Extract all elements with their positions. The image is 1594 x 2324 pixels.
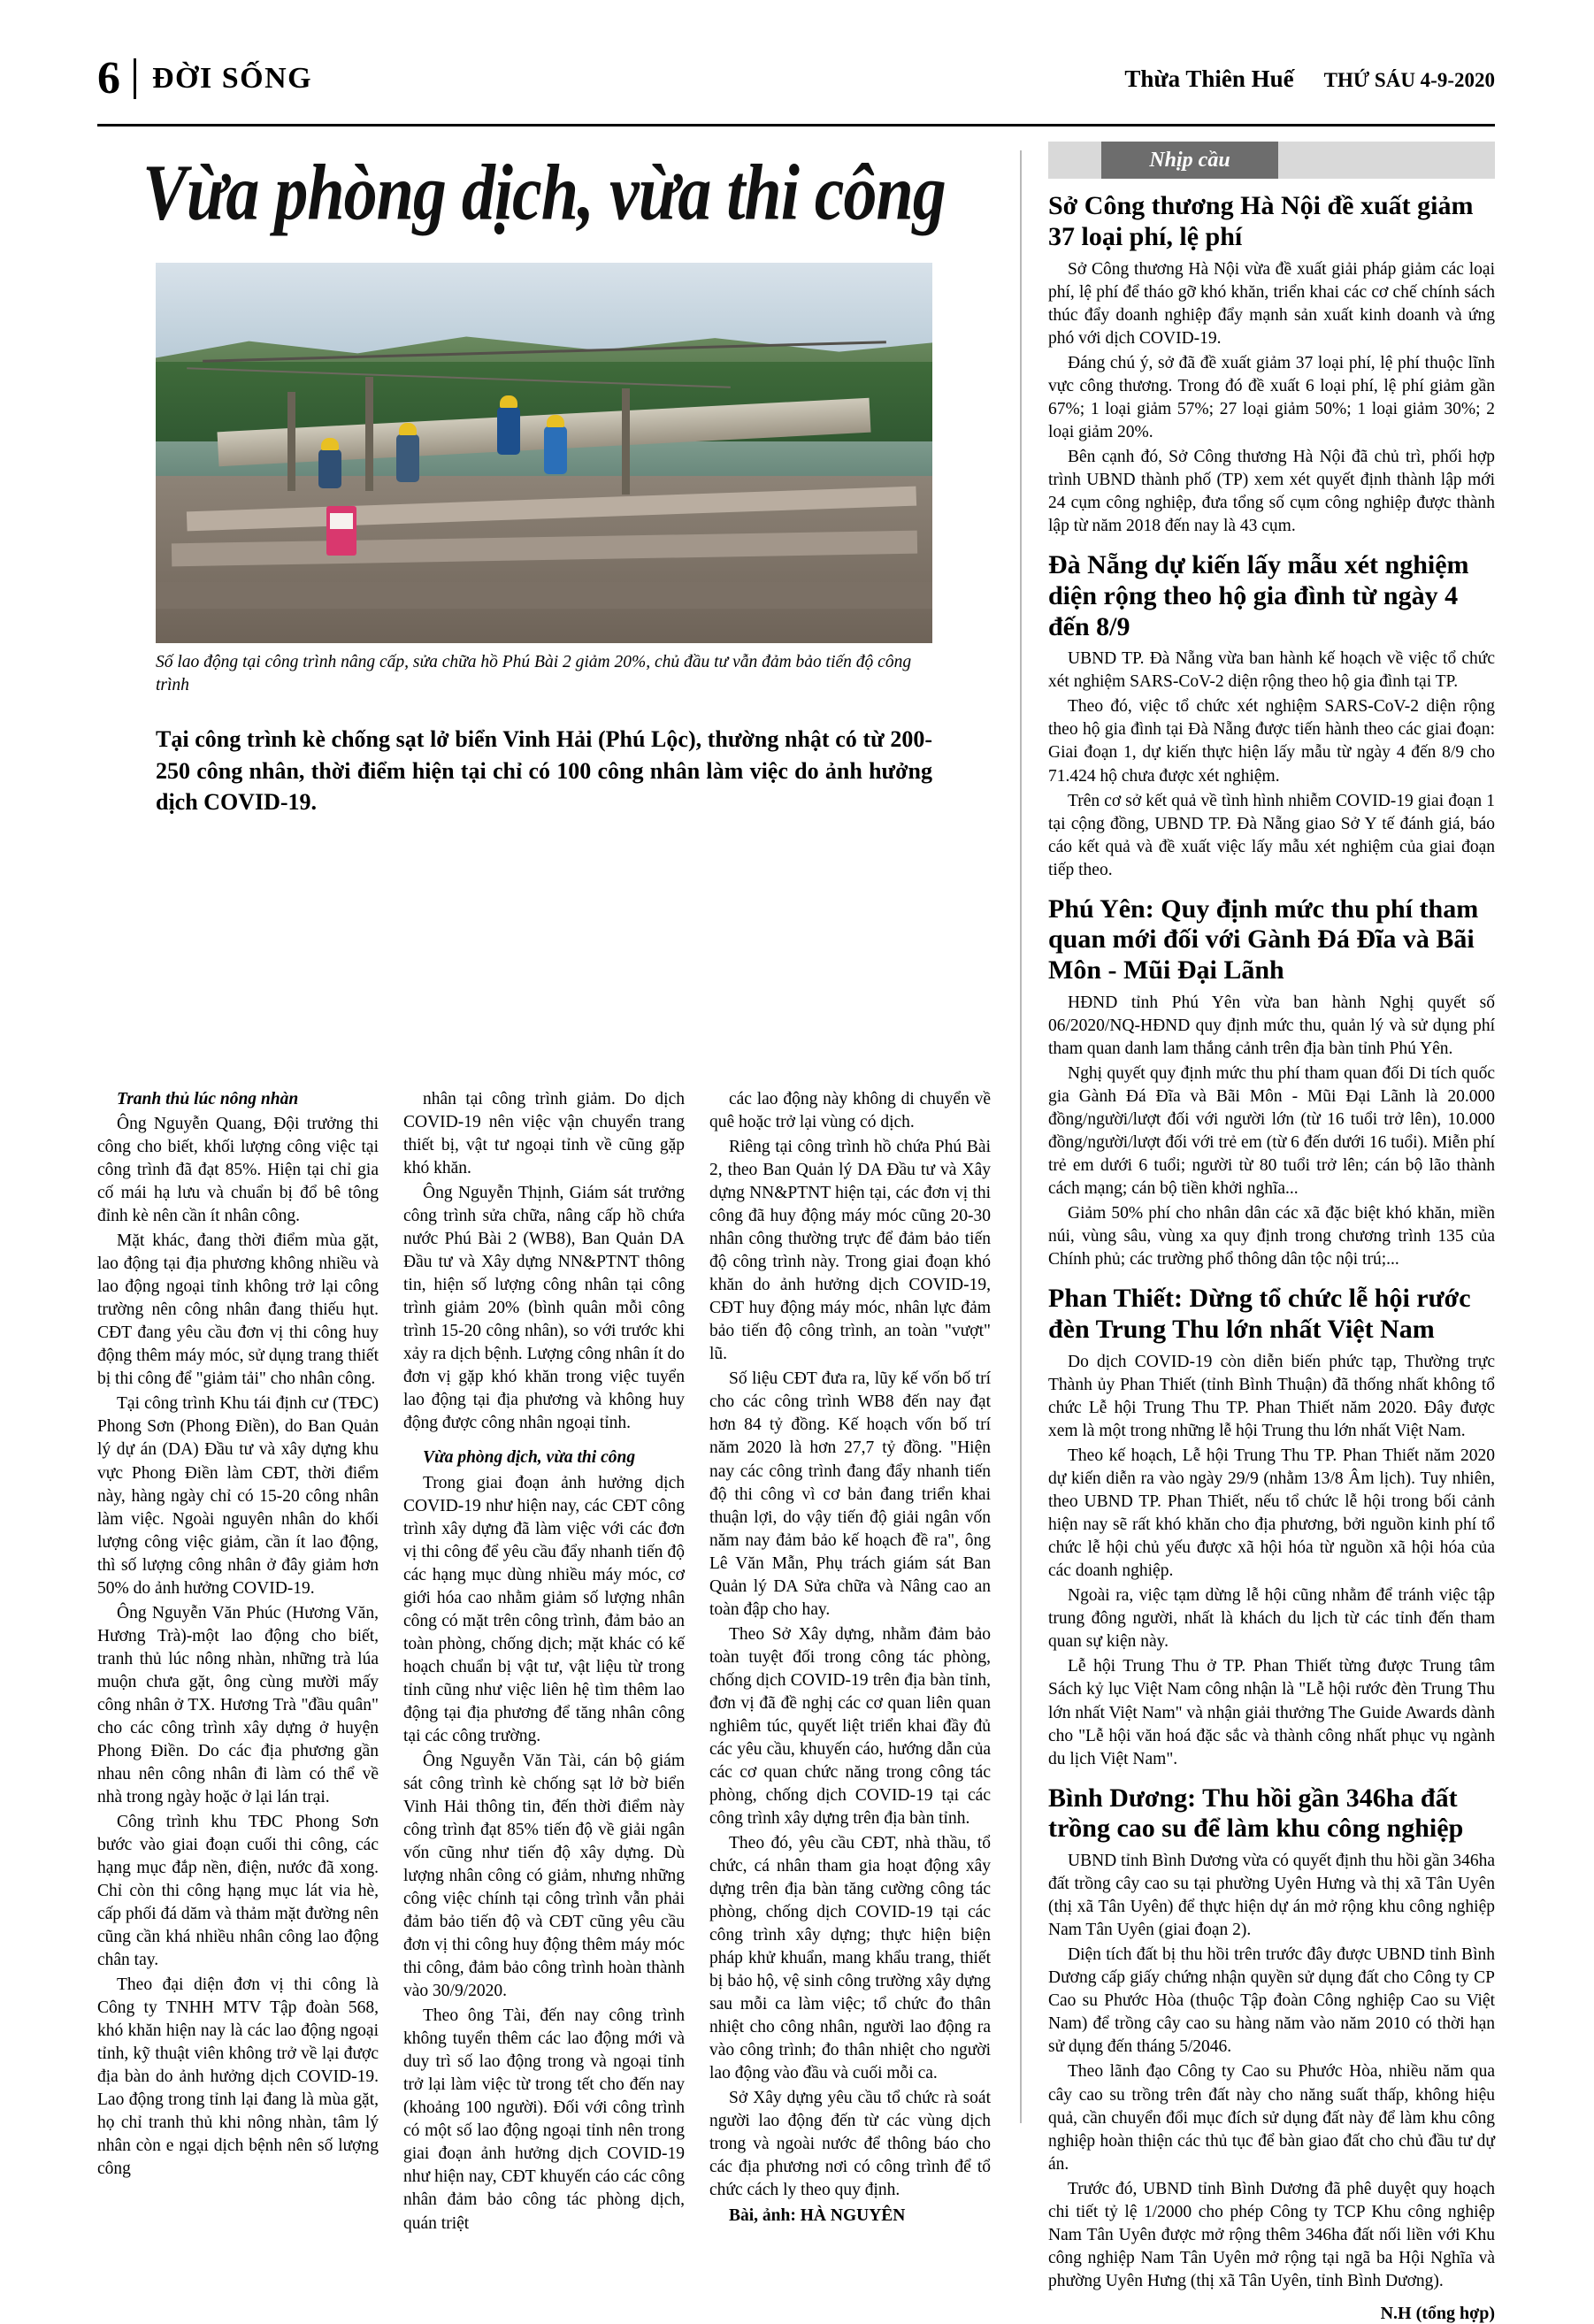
paragraph: Theo đó, việc tổ chức xét nghiệm SARS-CoV-2 diện rộng theo hộ gia đình tại Đà Nẵng được tiến hành theo các giai đoạn: Giai đoạn 1, dự kiến thực hiện lấy mẫu từ ngày 4 đến 8/9 cho 71.424 hộ chưa được xét nghiệm. [1048, 697, 1495, 786]
paragraph: Ông Nguyễn Quang, Đội trưởng thi công cho biết, khối lượng công việc tại công trình đã đạt 85%. Hiện tại chỉ gia cố mái hạ lưu và chuẩn bị đổ bê tông đỉnh kè nên cần ít nhân công. [97, 1115, 379, 1226]
feature-deck: Tại công trình kè chống sạt lở biển Vinh Hải (Phú Lộc), thường nhật có từ 200-250 công nhân, thời điểm hiện tại chỉ có 100 công nhân làm việc do ảnh hưởng dịch COVID-19. [156, 726, 932, 815]
paragraph: Trên cơ sở kết quả về tình hình nhiễm COVID-19 giai đoạn 1 tại cộng đồng, UBND TP. Đà Nẵng giao Sở Y tế đánh giá, báo cáo kết quả và đề xuất việc lấy mẫu xét nghiệm của giai đoạn tiếp theo. [1048, 791, 1495, 879]
sidebar-item-headline: Sở Công thương Hà Nội đề xuất giảm 37 loại phí, lệ phí [1048, 191, 1474, 251]
subhead-2: Vừa phòng dịch, vừa thi công [423, 1448, 636, 1468]
photo-worker [318, 449, 341, 488]
paragraph: Riêng tại công trình hồ chứa Phú Bài 2, theo Ban Quản lý DA Đầu tư và Xây dựng NN&PTNT hiện tại, các đơn vị thi công đã huy động máy móc cũng 20-30 nhân công thường trực để đảm bảo tiến độ công trình này. Trong giai đoạn khó khăn do ảnh hưởng dịch COVID-19, CĐT huy động máy móc, nhân lực đảm bảo tiến độ công trình, an toàn "vượt" lũ. [709, 1138, 991, 1364]
sidebar-item [1048, 894, 1495, 1272]
paragraph: Mặt khác, đang thời điểm mùa gặt, lao động tại địa phương không nhiều và lao động ngoại tỉnh không trở lại công trường nên công nhân đang thiếu hụt. CĐT đang yêu cầu đơn vị thi công huy động thêm máy móc, sử dụng trang thiết bị thi công để "giảm tải" cho nhân công. [97, 1231, 379, 1389]
paragraph: Trong giai đoạn ảnh hưởng dịch COVID-19 như hiện nay, các CĐT công trình xây dựng đã làm việc với các đơn vị thi công để yêu cầu đẩy nhanh tiến độ các hạng mục dùng nhiều máy móc, cơ giới hóa cao nhằm giảm số lượng nhân công có mặt trên công trình, đảm bảo an toàn phòng, chống dịch; mặt khác có kế hoạch chuẩn bị vật tư, vật liệu từ trong tỉnh cũng như việc liên hệ tìm thêm lao động tại địa phương để tăng nhân công tại các công trường. [403, 1473, 685, 1745]
feature-photo-block [156, 263, 932, 697]
masthead-divider [134, 58, 136, 99]
section-title: ĐỜI SỐNG [152, 62, 313, 95]
photo-caption: Số lao động tại công trình nâng cấp, sửa chữa hồ Phú Bài 2 giảm 20%, chủ đầu tư vẫn đảm bảo tiến độ công trình [156, 653, 912, 695]
sidebar-banner [1048, 142, 1495, 179]
photo-worker [497, 407, 520, 455]
paragraph: Theo kế hoạch, Lễ hội Trung Thu TP. Phan Thiết năm 2020 dự kiến diễn ra vào ngày 29/9 (nhằm 13/8 Âm lịch). Tuy nhiên, theo UBND TP. Phan Thiết, nếu tổ chức lễ hội trong bối cảnh hiện nay sẽ rất khó khăn cho địa phương, bởi nguồn kinh phí tổ chức lễ hội chủ yếu được xã hội hóa từ nguồn xã hội hóa của các doanh nghiệp. [1048, 1446, 1495, 1581]
subhead-1: Tranh thủ lúc nông nhàn [117, 1090, 299, 1108]
paragraph: nhân tại công trình giảm. Do dịch COVID-19 nên việc vận chuyển trang thiết bị, vật tư ngoại tỉnh về cũng gặp khó khăn. [403, 1090, 685, 1178]
sidebar-byline: N.H (tổng hợp) [1380, 2303, 1495, 2323]
photo-beam [156, 582, 932, 609]
photo-barrel [326, 506, 356, 556]
paragraph: Do dịch COVID-19 còn diễn biến phức tạp, Thường trực Thành ủy Phan Thiết (tỉnh Bình Thuận) đã thống nhất không tổ chức Lễ hội Trung Thu TP. Phan Thiết năm 2020. Đây được xem là một trong những lễ hội Trung thu lớn nhất Việt Nam. [1048, 1353, 1495, 1441]
sidebar-item [1048, 191, 1495, 538]
feature-byline: Bài, ảnh: HÀ NGUYÊN [729, 2205, 906, 2225]
photo-worker [396, 434, 419, 482]
paragraph: Ông Nguyễn Văn Tài, cán bộ giám sát công trình kè chống sạt lở bờ biển Vinh Hải thông tin, đến thời điểm này công trình đạt 85% tiến độ về giải ngân vốn cũng như tiến độ xây dựng. Dù lượng nhân công có giảm, nhưng những công việc chính tại công trình vẫn phải đảm bảo tiến độ và CĐT cũng yêu cầu đơn vị thi công huy động thêm máy móc thi công, đảm bảo công trình hoàn thành vào 30/9/2020. [403, 1751, 685, 2001]
photo-post [287, 392, 295, 491]
paragraph: Theo lãnh đạo Công ty Cao su Phước Hòa, nhiều năm qua cây cao su trồng trên đất này cho năng suất thấp, không hiệu quả, cần chuyển đổi mục đích sử dụng đất này để làm khu công nghiệp hoàn thiện các thủ tục để bàn giao đất cho chủ đầu tư dự án. [1048, 2062, 1495, 2174]
paragraph: Ông Nguyễn Văn Phúc (Hương Văn, Hương Trà)-một lao động cho biết, tranh thủ lúc nông nhàn, những trà lúa muộn chưa gặt, ông cùng mười mấy công nhân ở TX. Hương Trà "đầu quân" cho các công trình xây dựng ở huyện Phong Điền. Do các địa phương gần nhau nên công nhân đi làm có thể về nhà trong ngày hoặc ở lại lán trại. [97, 1603, 379, 1806]
photo-post [365, 377, 373, 491]
paragraph: Theo đại diện đơn vị thi công là Công ty TNHH MTV Tập đoàn 568, khó khăn hiện nay là các lao động ngoại tỉnh, kỹ thuật viên không trở về lại được địa bàn do ảnh hưởng dịch COVID-19. Lao động trong tỉnh lại đang là mùa gặt, họ chỉ tranh thủ khi nông nhàn, tâm lý nhân còn e ngại dịch bệnh nên số lượng công [97, 1975, 379, 2179]
sidebar-banner-label: Nhịp cầu [1101, 142, 1278, 179]
paragraph: Lễ hội Trung Thu ở TP. Phan Thiết từng được Trung tâm Sách kỷ lục Việt Nam công nhận là "Lễ hội rước đèn Trung Thu lớn nhất Việt Nam" và nhận giải thưởng The Guide Awards dành cho "Lễ hội văn hoá đặc sắc và thành công nhất phục vụ ngành du lịch Việt Nam". [1048, 1657, 1496, 1768]
masthead [97, 51, 1495, 106]
sidebar-item [1048, 1284, 1495, 1770]
feature-photo [156, 263, 932, 643]
paragraph: Ông Nguyễn Thịnh, Giám sát trưởng công trình sửa chữa, nâng cấp hồ chứa nước Phú Bài 2 (WB8), Ban Quản DA Đầu tư và Xây dựng NN&PTNT thông tin, hiện số lượng công nhân tại công trình giảm 20% (bình quân mỗi công trình 15-20 công nhân), so với trước khi xảy ra dịch bệnh. Lượng công nhân ít do đơn vị gặp khó khăn trong việc tuyển lao động tại địa phương và không huy động được công nhân ngoại tỉnh. [403, 1184, 685, 1433]
sidebar-column [1048, 142, 1496, 2323]
paragraph: Bên cạnh đó, Sở Công thương Hà Nội đã chủ trì, phối hợp trình UBND thành phố (TP) xem xét quyết định thành lập mới 24 cụm công nghiệp, đưa tổng số cụm công nghiệp được thành lập từ năm 2018 đến nay là 43 cụm. [1048, 447, 1495, 535]
paragraph: Số liệu CĐT đưa ra, lũy kế vốn bố trí cho các công trình WB8 đến nay đạt hơn 84 tỷ đồng. Kế hoạch vốn bố trí năm 2020 là hơn 27,7 tỷ đồng. "Hiện nay các công trình đang đẩy nhanh tiến độ thi công vì cơ bản đang triển khai thuận lợi, do vậy tiến độ giải ngân vốn năm nay đảm bảo kế hoạch đề ra", ông Lê Văn Mẫn, Phụ trách giám sát Ban Quản lý DA Sửa chữa và Nâng cao an toàn đập cho hay. [709, 1369, 991, 1619]
paragraph: các lao động này không di chuyển về quê hoặc trở lại vùng có dịch. [709, 1090, 991, 1132]
paragraph: Theo Sở Xây dựng, nhằm đảm bảo toàn tuyệt đối trong công tác phòng, chống dịch COVID-19 trên địa bàn tỉnh, đơn vị đã đề nghị các cơ quan liên quan nghiêm túc, quyết liệt triển khai đầy đủ các yêu cầu, khuyến cáo, hướng dẫn của các cơ quan chức năng trong công tác phòng, chống dịch COVID-19 tại các công trình xây dựng trên địa bàn tỉnh. [709, 1624, 991, 1828]
sidebar-item-headline: Phan Thiết: Dừng tổ chức lễ hội rước đèn Trung Thu lớn nhất Việt Nam [1048, 1284, 1471, 1345]
sidebar-item [1048, 1783, 1495, 2293]
feature-headline: Vừa phòng dịch, vừa thi công [142, 149, 946, 237]
masthead-rule [97, 124, 1495, 127]
sidebar-item [1048, 550, 1495, 882]
paragraph: Diện tích đất bị thu hồi trên trước đây được UBND tỉnh Bình Dương cấp giấy chứng nhận quyền sử dụng đất cho Công ty CP Cao su Phước Hòa (thuộc Tập đoàn Công nghiệp Cao su Việt Nam) để trồng cây cao su hàng năm vào năm 2010 có thời hạn sử dụng đến tháng 5/2046. [1048, 1945, 1495, 2057]
page-content [97, 142, 1496, 2323]
feature-article [97, 142, 991, 2233]
paragraph: Theo đó, yêu cầu CĐT, nhà thầu, tổ chức, cá nhân tham gia hoạt động xây dựng trên địa bàn tăng cường công tác phòng, chống dịch COVID-19 tại các công trình xây dựng; thực hiện biện pháp khử khuẩn, mang khẩu trang, thiết bị bảo hộ, vệ sinh công trường xây dựng sau mỗi ca làm việc; tổ chức đo thân nhiệt cho công nhân, người lao động ra vào công trình; đo thân nhiệt cho người lao động vào đầu và cuối mỗi ca. [709, 1834, 991, 2083]
masthead-right [1124, 65, 1495, 93]
body-column-2 [403, 1088, 685, 2237]
paragraph: Sở Xây dựng yêu cầu tổ chức rà soát người lao động đến từ các vùng dịch trong và ngoài nước để thông báo cho các địa phương nơi có công trình để tổ chức cách ly theo quy định. [709, 2089, 991, 2200]
paragraph: Sở Công thương Hà Nội vừa đề xuất giải pháp giảm các loại phí, lệ phí để tháo gỡ khó khăn, triển khai các cơ chế chính sách thúc đẩy doanh nghiệp đẩy mạnh sản xuất kinh doanh và ứng phó với dịch COVID-19. [1048, 259, 1495, 348]
photo-worker [544, 426, 567, 474]
paper-name: Thừa Thiên Huế [1124, 65, 1294, 92]
paragraph: Đáng chú ý, sở đã đề xuất giảm 37 loại phí, lệ phí thuộc lĩnh vực công thương. Trong đó đề xuất 6 loại phí, lệ phí giảm gần 67%; 1 loại giảm 57%; 27 loại giảm 50%; 1 loại giảm 30%; 2 loại giảm 20%. [1048, 353, 1495, 441]
paragraph: UBND tỉnh Bình Dương vừa có quyết định thu hồi gần 346ha đất trồng cây cao su tại phường Uyên Hưng và thị xã Tân Uyên (thị xã Tân Uyên) để thực hiện dự án mở rộng khu công nghiệp Nam Tân Uyên (giai đoạn 2). [1048, 1852, 1495, 1940]
paragraph: Tại công trình Khu tái định cư (TĐC) Phong Sơn (Phong Điền), do Ban Quản lý dự án (DA) Đầu tư và xây dựng khu vực Phong Điền làm CĐT, thời điểm này, hàng ngày chỉ có 15-20 công nhân làm việc. Ngoài nguyên nhân do khối lượng công việc giảm, cần ít lao động, thì số lượng công nhân ở đây giảm hơn 50% do ảnh hưởng COVID-19. [97, 1394, 379, 1598]
issue-date: THỨ SÁU 4-9-2020 [1323, 68, 1495, 91]
paragraph: Công trình khu TĐC Phong Sơn bước vào giai đoạn cuối thi công, các hạng mục đắp nền, điện, nước đã xong. Chỉ còn thi công hạng mục lát via hè, cấp phối đá dăm và thảm mặt đường nên cũng cần khá nhiều nhân công lao động chân tay. [97, 1812, 379, 1970]
paragraph: HĐND tỉnh Phú Yên vừa ban hành Nghị quyết số 06/2020/NQ-HĐND quy định mức thu, quản lý và sử dụng phí tham quan danh lam thắng cảnh trên địa bàn tỉnh Phú Yên. [1048, 993, 1495, 1059]
paragraph: Theo ông Tài, đến nay công trình không tuyển thêm các lao động mới và duy trì số lao động trong và ngoại tỉnh trở lại làm việc từ trong tết cho đến nay (khoảng 100 người). Đối với công trình có một số lao động ngoại tỉnh nên trong giai đoạn ảnh hưởng dịch COVID-19 như hiện nay, CĐT khuyến cáo các công nhân đảm bảo công tác phòng dịch, quán triệt [403, 2006, 685, 2233]
sidebar-item-headline: Đà Nẵng dự kiến lấy mẫu xét nghiệm diện rộng theo hộ gia đình từ ngày 4 đến 8/9 [1048, 549, 1469, 641]
sidebar-item-headline: Bình Dương: Thu hồi gần 346ha đất trồng cao su để làm khu công nghiệp [1048, 1783, 1464, 1844]
page-number: 6 [97, 53, 119, 104]
paragraph: Ngoài ra, việc tạm dừng lễ hội cũng nhằm để tránh việc tập trung đông người, nhất là khách du lịch từ các tỉnh đến tham quan sự kiện này. [1048, 1586, 1495, 1652]
paragraph: Giảm 50% phí cho nhân dân các xã đặc biệt khó khăn, miền núi, vùng sâu, vùng xa quy định trong chương trình 135 của Chính phủ; các trường phổ thông dân tộc nội trú;... [1048, 1204, 1495, 1269]
feature-body [97, 1088, 991, 2237]
sidebar-item-headline: Phú Yên: Quy định mức thu phí tham quan mới đối với Gành Đá Đĩa và Bãi Môn - Mũi Đại Lãnh [1048, 894, 1479, 986]
photo-post [622, 388, 630, 495]
paragraph: Nghị quyết quy định mức thu phí tham quan đối Di tích quốc gia Gành Đá Đĩa và Bãi Môn - Mũi Đại Lãnh là 20.000 đồng/người/lượt đối với người lớn (từ 16 tuổi trở lên), 10.000 đồng/người/lượt đối với trẻ em (từ 6 đến dưới 16 tuổi). Miễn phí trẻ em dưới 6 tuổi; người từ 80 tuổi trở lên; cán bộ lão thành cách mạng; cán bộ tiền khởi nghĩa... [1048, 1064, 1495, 1199]
body-column-1 [97, 1088, 379, 2237]
paragraph: Trước đó, UBND tỉnh Bình Dương đã phê duyệt quy hoạch chi tiết tỷ lệ 1/2000 cho phép Công ty TCP Khu công nghiệp Nam Tân Uyên được mở rộng thêm 346ha đất nối liền với Khu công nghiệp Nam Tân Uyên mở rộng tại ngã ba Hội Nghĩa và phường Uyên Hưng (thị xã Tân Uyên, tỉnh Bình Dương). [1048, 2179, 1495, 2290]
column-divider [1020, 150, 1022, 2123]
paragraph: UBND TP. Đà Nẵng vừa ban hành kế hoạch về việc tổ chức xét nghiệm SARS-CoV-2 diện rộng theo hộ gia đình tại TP. [1048, 649, 1495, 692]
body-column-3 [709, 1088, 991, 2237]
